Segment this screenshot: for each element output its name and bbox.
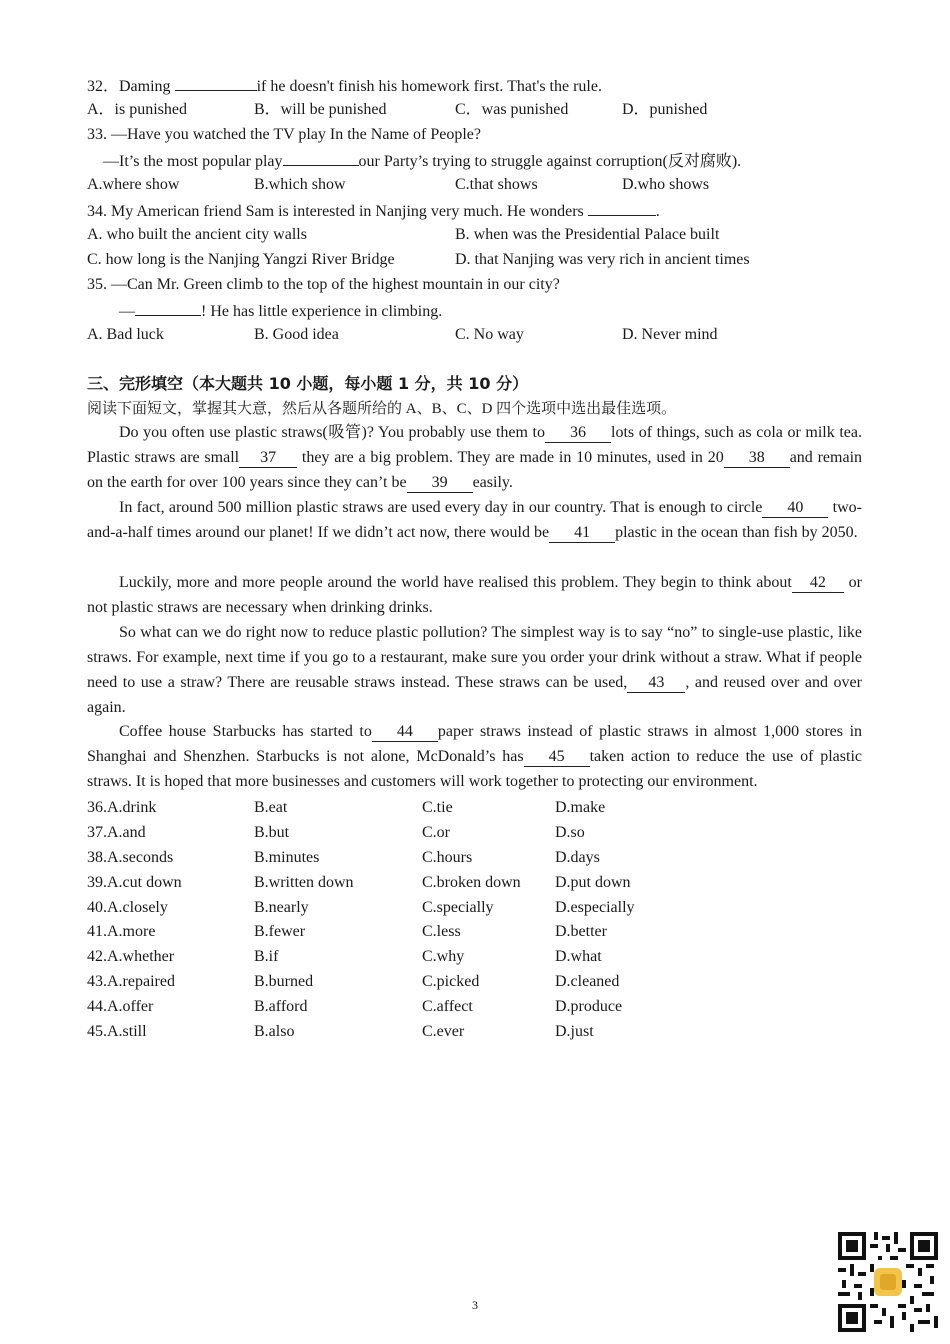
option-38-c: C.hours bbox=[422, 849, 473, 866]
option-35-a: A. Bad luck bbox=[87, 326, 164, 343]
page-number: 3 bbox=[472, 1298, 478, 1312]
cloze-blank-45: 45 bbox=[524, 748, 590, 767]
option-37-b: B.but bbox=[254, 824, 290, 841]
option-35-c: C. No way bbox=[455, 326, 524, 343]
cloze-blank-36: 36 bbox=[545, 424, 611, 443]
option-44-c: C.affect bbox=[422, 998, 473, 1015]
option-32-c: C．was punished bbox=[455, 101, 569, 118]
option-45-d: D.just bbox=[555, 1023, 594, 1040]
passage-paragraph-4: So what can we do right now to reduce plastic pollution? The simplest way is to say “no” to single-use plastic, like straws. For example, next time if you go to a restaurant, make sure you order your drink without a straw. What if people need to use a straw? There are reusable straws instead. These straws can be used, 43 , and reused over and over again. bbox=[87, 624, 862, 716]
option-33-c: C.that shows bbox=[455, 176, 538, 193]
option-37-a: 37.A.and bbox=[87, 824, 146, 841]
option-33-a: A.where show bbox=[87, 176, 180, 193]
cloze-blank-40: 40 bbox=[762, 499, 828, 518]
option-44-a: 44.A.offer bbox=[87, 998, 154, 1015]
option-45-a: 45.A.still bbox=[87, 1023, 147, 1040]
option-34-d: D. that Nanjing was very rich in ancient times bbox=[455, 251, 750, 268]
option-38-b: B.minutes bbox=[254, 849, 320, 866]
option-37-d: D.so bbox=[555, 824, 585, 841]
option-40-b: B.nearly bbox=[254, 899, 309, 916]
passage-paragraph-1: Do you often use plastic straws(吸管)? You probably use them to 36 lots of things, such as cola or milk tea. Plastic straws are small 37 they are a big problem. They are made in 10 minutes, used in 20 38 and remain on the earth for over 100 years since they can’t be 39 easily. bbox=[87, 424, 863, 491]
option-36-d: D.make bbox=[555, 799, 606, 816]
cloze-blank-42: 42 bbox=[792, 574, 844, 593]
option-34-b: B. when was the Presidential Palace built bbox=[455, 226, 720, 243]
option-37-c: C.or bbox=[422, 824, 450, 841]
option-43-b: B.burned bbox=[254, 973, 314, 990]
cloze-blank-39: 39 bbox=[407, 474, 473, 493]
option-43-c: C.picked bbox=[422, 973, 480, 990]
question-32-stem: 32．Daming if he doesn't finish his homework first. That's the rule. bbox=[87, 75, 602, 97]
question-33-reply: —It’s the most popular play our Party’s trying to struggle against corruption(反对腐败). bbox=[103, 150, 741, 172]
option-44-b: B.afford bbox=[254, 998, 308, 1015]
question-35-reply: — ! He has little experience in climbing. bbox=[119, 300, 442, 322]
option-32-b: B．will be punished bbox=[254, 101, 387, 118]
question-34-stem: 34. My American friend Sam is interested in Nanjing very much. He wonders . bbox=[87, 200, 660, 222]
option-42-a: 42.A.whether bbox=[87, 948, 175, 965]
option-36-c: C.tie bbox=[422, 799, 453, 816]
section-instruction: 阅读下面短文，掌握其大意，然后从各题所给的 A、B、C、D 四个选项中选出最佳选项。 bbox=[87, 401, 677, 417]
cloze-blank-37: 37 bbox=[239, 449, 297, 468]
option-35-b: B. Good idea bbox=[254, 326, 339, 343]
passage-paragraph-2: In fact, around 500 million plastic straws are used every day in our country. That is enough to circle 40 two-and-a-half times around our planet! If we didn’t act now, there would be 41 plastic in the ocean than fish by 2050. bbox=[87, 499, 863, 541]
option-35-d: D. Never mind bbox=[622, 326, 718, 343]
option-39-c: C.broken down bbox=[422, 874, 521, 891]
option-32-a: A．is punished bbox=[87, 101, 188, 118]
option-36-a: 36.A.drink bbox=[87, 799, 157, 816]
answer-blank bbox=[135, 300, 201, 316]
qr-code-icon bbox=[838, 1232, 938, 1332]
option-44-d: D.produce bbox=[555, 998, 623, 1015]
option-36-b: B.eat bbox=[254, 799, 288, 816]
option-39-a: 39.A.cut down bbox=[87, 874, 182, 891]
option-41-d: D.better bbox=[555, 923, 607, 940]
option-39-b: B.written down bbox=[254, 874, 354, 891]
option-42-b: B.if bbox=[254, 948, 279, 965]
option-40-d: D.especially bbox=[555, 899, 635, 916]
question-33-stem: 33. —Have you watched the TV play In the Name of People? bbox=[87, 126, 481, 143]
question-35-stem: 35. —Can Mr. Green climb to the top of the highest mountain in our city? bbox=[87, 276, 560, 293]
option-38-d: D.days bbox=[555, 849, 600, 866]
passage-paragraph-5: Coffee house Starbucks has started to 44 paper straws instead of plastic straws in almost 1,000 stores in Shanghai and Shenzhen. Starbucks is not alone, McDonald’s has 45 taken action to reduce the use of plastic straws. It is hoped that more businesses and customers will work together to protecting our environment. bbox=[87, 723, 863, 790]
cloze-blank-44: 44 bbox=[372, 723, 438, 742]
cloze-blank-41: 41 bbox=[549, 524, 615, 543]
option-41-c: C.less bbox=[422, 923, 461, 940]
cloze-blank-43: 43 bbox=[627, 674, 685, 693]
option-40-c: C.specially bbox=[422, 899, 494, 916]
option-33-b: B.which show bbox=[254, 176, 346, 193]
cloze-blank-38: 38 bbox=[724, 449, 790, 468]
option-33-d: D.who shows bbox=[622, 176, 710, 193]
answer-blank bbox=[283, 150, 359, 166]
option-38-a: 38.A.seconds bbox=[87, 849, 174, 866]
option-43-d: D.cleaned bbox=[555, 973, 620, 990]
passage-paragraph-3: Luckily, more and more people around the world have realised this problem. They begin to think about 42 or not plastic straws are necessary when drinking drinks. bbox=[87, 574, 863, 616]
option-34-c: C. how long is the Nanjing Yangzi River Bridge bbox=[87, 251, 395, 268]
answer-blank bbox=[175, 75, 257, 91]
option-41-b: B.fewer bbox=[254, 923, 306, 940]
option-41-a: 41.A.more bbox=[87, 923, 156, 940]
option-42-d: D.what bbox=[555, 948, 602, 965]
option-43-a: 43.A.repaired bbox=[87, 973, 175, 990]
answer-blank bbox=[588, 200, 656, 216]
option-32-d: D．punished bbox=[622, 101, 708, 118]
option-39-d: D.put down bbox=[555, 874, 631, 891]
option-45-c: C.ever bbox=[422, 1023, 465, 1040]
option-40-a: 40.A.closely bbox=[87, 899, 168, 916]
option-45-b: B.also bbox=[254, 1023, 295, 1040]
option-34-a: A. who built the ancient city walls bbox=[87, 226, 307, 243]
option-42-c: C.why bbox=[422, 948, 465, 965]
section-title: 三、完形填空（本大题共 10 小题，每小题 1 分，共 10 分） bbox=[87, 374, 529, 393]
